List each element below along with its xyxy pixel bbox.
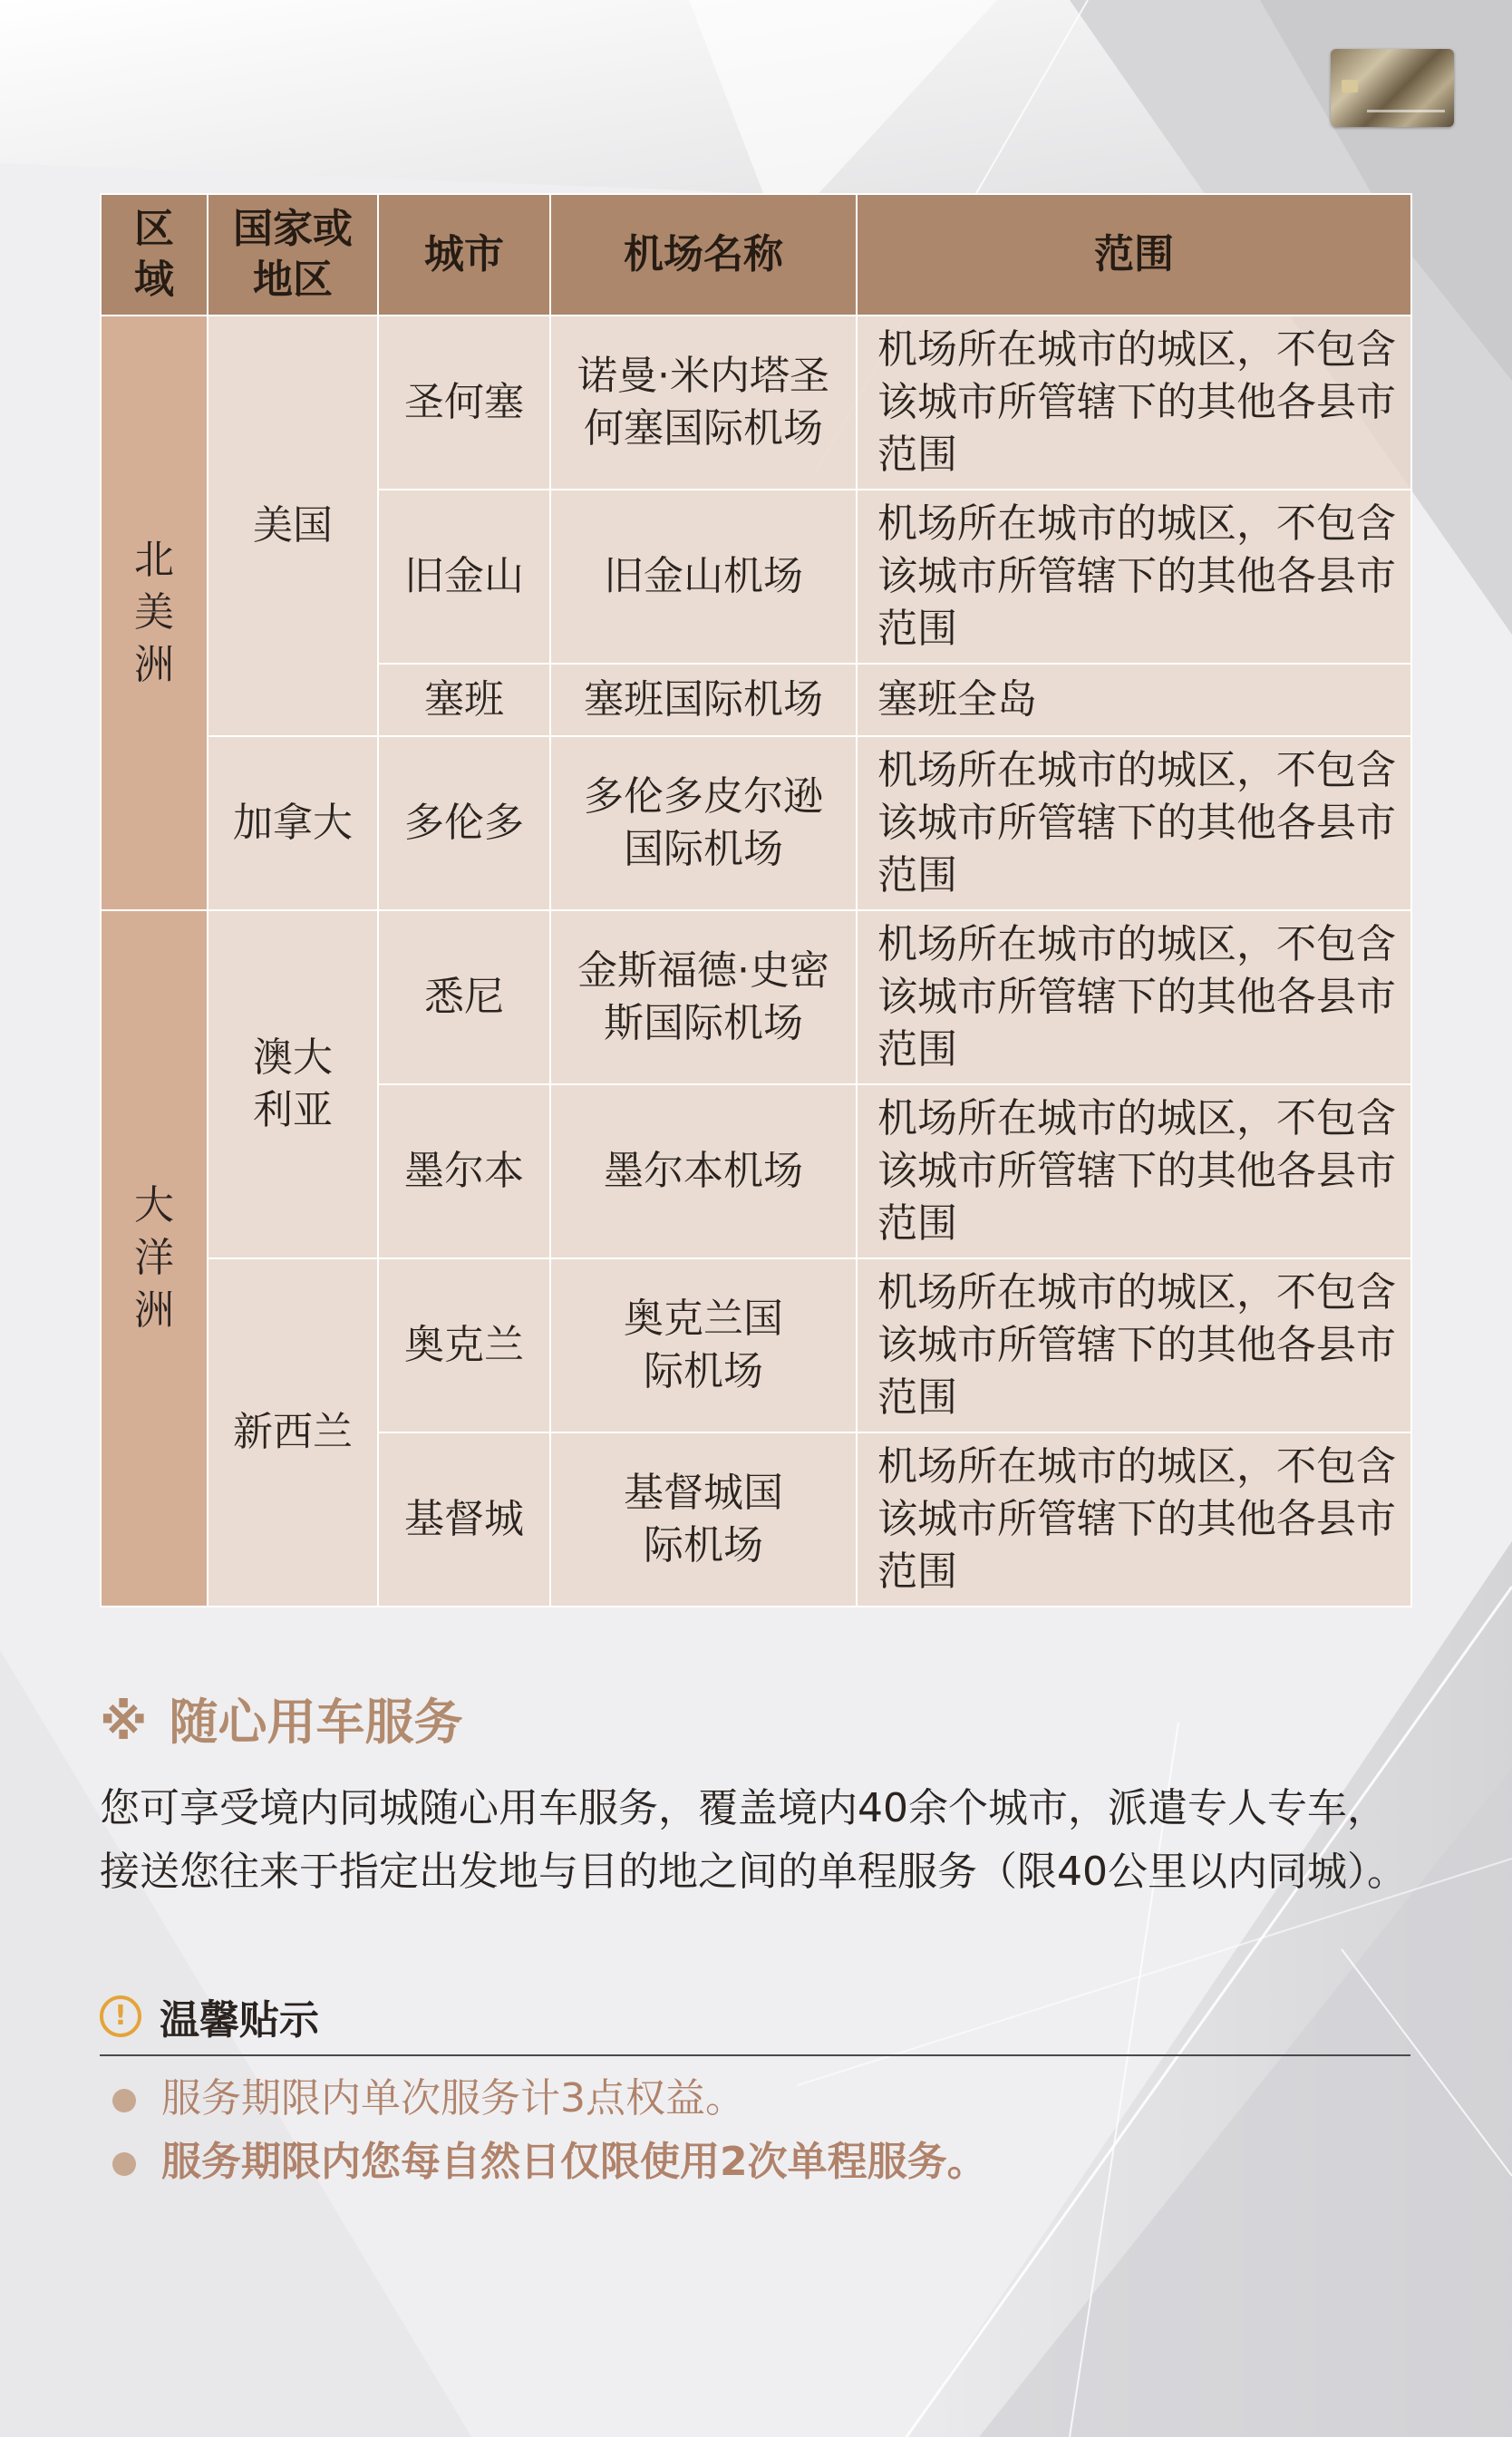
bullet-dot-icon <box>112 2089 136 2112</box>
section-title <box>100 1694 463 1752</box>
city-cell: 圣何塞 <box>378 316 550 490</box>
scope-cell: 机场所在城市的城区，不包含该城市所管辖下的其他各县市范围 <box>857 316 1411 490</box>
list-item <box>112 2131 1400 2194</box>
tips-title: 温馨贴示 <box>160 1997 319 2044</box>
city-cell: 旧金山 <box>378 490 550 664</box>
airport-cell: 奥克兰国际机场 <box>550 1258 857 1432</box>
bullet-dot-icon <box>112 2152 136 2176</box>
country-cell: 加拿大 <box>208 736 378 910</box>
city-cell: 基督城 <box>378 1432 550 1607</box>
scope-cell: 塞班全岛 <box>857 664 1411 736</box>
scope-cell: 机场所在城市的城区，不包含该城市所管辖下的其他各县市范围 <box>857 910 1411 1084</box>
header-country: 国家或地区 <box>208 194 378 316</box>
region-cell: 大洋洲 <box>101 910 208 1607</box>
airport-cell: 诺曼·米内塔圣何塞国际机场 <box>550 316 857 490</box>
airport-cell: 多伦多皮尔逊国际机场 <box>550 736 857 910</box>
service-description: 您可享受境内同城随心用车服务，覆盖境内40余个城市，派遣专人专车，接送您往来于指定出发地与目的地之间的单程服务（限40公里以内同城）。 <box>100 1785 1407 1895</box>
section-title-text: 随心用车服务 <box>169 1694 463 1751</box>
country-cell: 新西兰 <box>208 1258 378 1607</box>
airport-cell: 旧金山机场 <box>550 490 857 664</box>
city-cell: 悉尼 <box>378 910 550 1084</box>
city-cell: 塞班 <box>378 664 550 736</box>
table-header-row <box>101 194 1411 316</box>
scope-cell: 机场所在城市的城区，不包含该城市所管辖下的其他各县市范围 <box>857 1432 1411 1607</box>
city-cell: 墨尔本 <box>378 1084 550 1258</box>
warning-circle-icon: ! <box>100 1995 141 2037</box>
country-cell: 美国 <box>208 316 378 736</box>
tip-text: 服务期限内单次服务计3点权益。 <box>161 2075 745 2121</box>
card-stripe <box>1367 110 1445 112</box>
city-cell: 多伦多 <box>378 736 550 910</box>
tip-text: 服务期限内您每自然日仅限使用2次单程服务。 <box>161 2139 987 2185</box>
divider <box>100 2054 1410 2056</box>
reference-mark-icon: ※ <box>100 1694 148 1751</box>
scope-cell: 机场所在城市的城区，不包含该城市所管辖下的其他各县市范围 <box>857 736 1411 910</box>
tips-header <box>100 1987 319 2045</box>
table-row <box>101 736 1411 910</box>
tips-list <box>112 2067 1400 2194</box>
airport-cell: 基督城国际机场 <box>550 1432 857 1607</box>
region-cell: 北美洲 <box>101 316 208 910</box>
scope-cell: 机场所在城市的城区，不包含该城市所管辖下的其他各县市范围 <box>857 1258 1411 1432</box>
country-cell: 澳大利亚 <box>208 910 378 1258</box>
airport-cell: 墨尔本机场 <box>550 1084 857 1258</box>
header-city: 城市 <box>378 194 550 316</box>
table-row <box>101 910 1411 1084</box>
table-row <box>101 1258 1411 1432</box>
scope-cell: 机场所在城市的城区，不包含该城市所管辖下的其他各县市范围 <box>857 1084 1411 1258</box>
table-row <box>101 316 1411 490</box>
airport-coverage-table <box>100 193 1412 1607</box>
header-region: 区域 <box>101 194 208 316</box>
city-cell: 奥克兰 <box>378 1258 550 1432</box>
airport-cell: 塞班国际机场 <box>550 664 857 736</box>
scope-cell: 机场所在城市的城区，不包含该城市所管辖下的其他各县市范围 <box>857 490 1411 664</box>
credit-card-image <box>1331 49 1454 127</box>
header-airport: 机场名称 <box>550 194 857 316</box>
card-chip-icon <box>1342 80 1358 92</box>
list-item <box>112 2067 1400 2131</box>
header-scope: 范围 <box>857 194 1411 316</box>
airport-cell: 金斯福德·史密斯国际机场 <box>550 910 857 1084</box>
